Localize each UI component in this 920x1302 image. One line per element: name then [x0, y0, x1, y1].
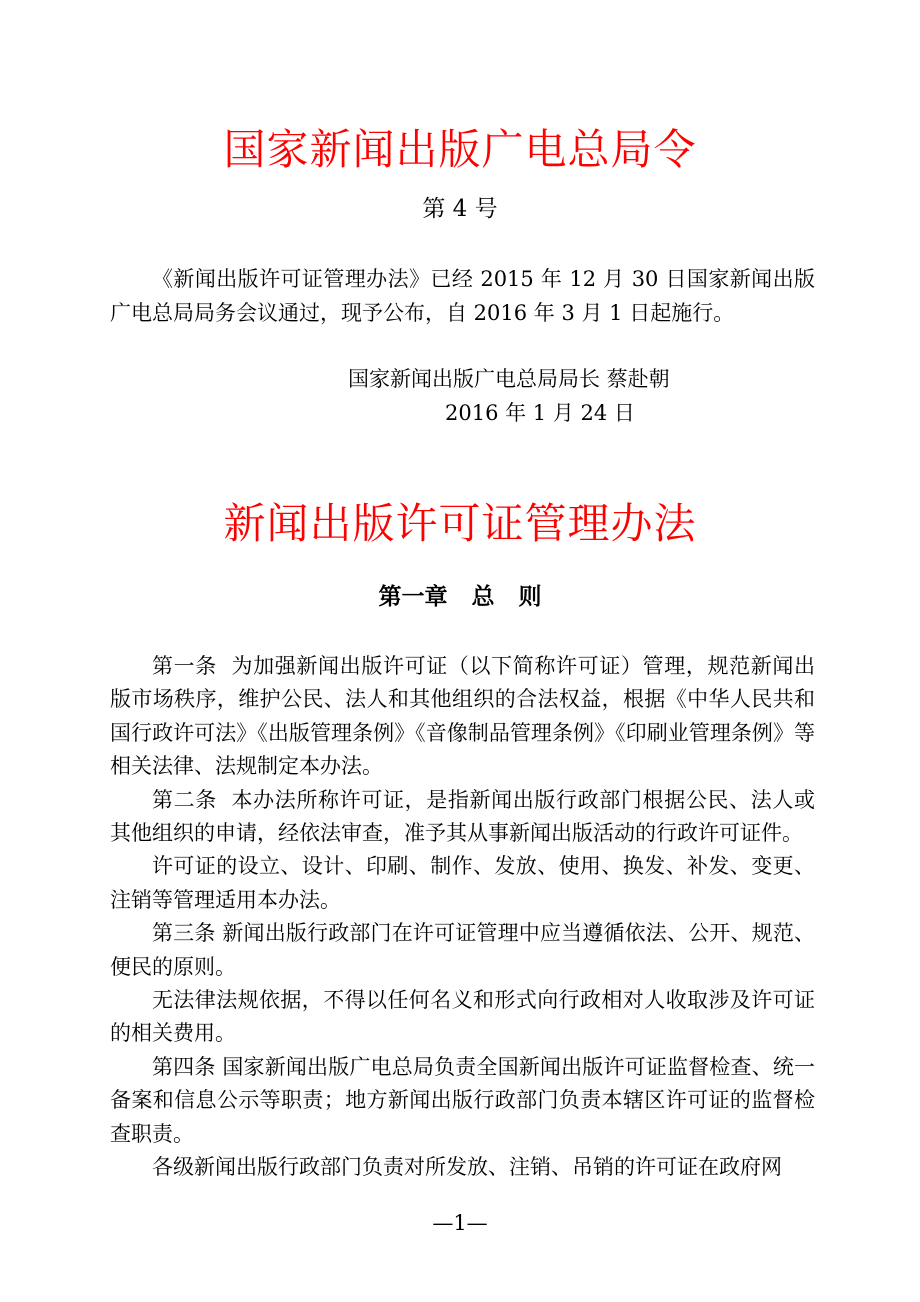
article-3-clause-paragraph: 无法律法规依据，不得以任何名义和形式向行政相对人收取涉及许可证的相关费用。: [110, 988, 815, 1046]
page-number: —1—: [432, 1211, 488, 1235]
article-2-clause-paragraph: 许可证的设立、设计、印刷、制作、发放、使用、换发、补发、变更、注销等管理适用本办法。: [110, 854, 815, 912]
article-3-paragraph: 第三条 新闻出版行政部门在许可证管理中应当遵循依法、公开、规范、便民的原则。: [110, 921, 815, 979]
article-1-paragraph: 第一条 为加强新闻出版许可证（以下简称许可证）管理，规范新闻出版市场秩序，维护公民、法人和其他组织的合法权益，根据《中华人民共和国行政许可法》《出版管理条例》《音像制品管理条例》《印刷业管理条例》等相关法律、法规制定本办法。: [110, 654, 815, 779]
signature-date: 2016 年 1 月 24 日: [445, 401, 635, 425]
order-title: 国家新闻出版广电总局令: [223, 125, 697, 174]
document-body: [110, 650, 815, 1185]
signatory: 国家新闻出版广电总局局长 蔡赴朝: [348, 367, 670, 391]
document-title: 新闻出版许可证管理办法: [223, 499, 697, 548]
article-4-clause-paragraph: 各级新闻出版行政部门负责对所发放、注销、吊销的许可证在政府网: [152, 1155, 782, 1180]
promulgation-paragraph: 《新闻出版许可证管理办法》已经 2015 年 12 月 30 日国家新闻出版广电总局局务会议通过，现予公布，自 2016 年 3 月 1 日起施行。: [110, 267, 815, 325]
order-number: 第 4 号: [422, 196, 498, 222]
article-2-paragraph: 第二条 本办法所称许可证，是指新闻出版行政部门根据公民、法人或其他组织的申请，经依法审查，准予其从事新闻出版活动的行政许可证件。: [110, 787, 815, 846]
chapter-heading: 第一章 总 则: [378, 584, 542, 610]
article-4-paragraph: 第四条 国家新闻出版广电总局负责全国新闻出版许可证监督检查、统一备案和信息公示等职责；地方新闻出版行政部门负责本辖区许可证的监督检查职责。: [110, 1054, 815, 1146]
